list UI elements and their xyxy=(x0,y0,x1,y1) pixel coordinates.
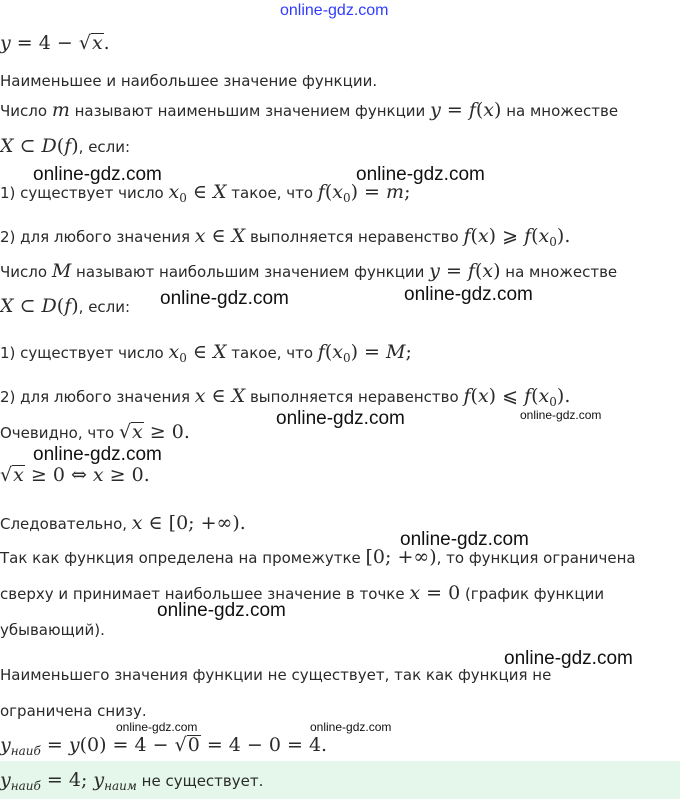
equivalence-line: √x ≥ 0 ⇔ x ≥ 0. xyxy=(0,464,150,486)
watermark[interactable]: online-gdz.com xyxy=(356,164,485,185)
watermark[interactable]: online-gdz.com xyxy=(160,288,289,309)
function-formula: y = 4 − √x. xyxy=(0,32,110,54)
max-set-line: X ⊂ D(f), если: xyxy=(0,295,131,317)
obvious-line: Очевидно, что √x ≥ 0. xyxy=(0,421,190,443)
reasoning-line-2: сверху и принимает наибольшее значение в точке x = 0 (график функции xyxy=(0,582,605,604)
watermark[interactable]: online-gdz.com xyxy=(116,720,198,734)
watermark[interactable]: online-gdz.com xyxy=(310,720,392,734)
no-min-line-1: Наименьшего значения функции не существует, так как функция не xyxy=(0,666,552,684)
watermark[interactable]: online-gdz.com xyxy=(276,408,405,429)
watermark[interactable]: online-gdz.com xyxy=(33,444,162,465)
watermark[interactable]: online-gdz.com xyxy=(33,164,162,185)
watermark[interactable]: online-gdz.com xyxy=(504,648,633,669)
max-condition-1: 1) существует число $x_0$ ∈ X такое, что $f(x_0) = M$; xyxy=(0,341,412,365)
watermark[interactable]: online-gdz.com xyxy=(520,408,602,422)
domain-line: Следовательно, x ∈ [0; +∞). xyxy=(0,512,246,534)
watermark[interactable]: online-gdz.com xyxy=(400,529,529,550)
max-definition-line: Число M называют наибольшим значением функции y = f(x) на множестве xyxy=(0,260,618,282)
min-definition-line: Число m называют наименьшим значением функции y = f(x) на множестве xyxy=(0,99,619,121)
watermark-top[interactable]: online-gdz.com xyxy=(280,2,389,19)
answer-line: $y_{наиб} = 4$; $y_{наим}$ не существует. xyxy=(0,769,264,793)
no-min-line-2: ограничена снизу. xyxy=(0,702,147,720)
max-value-line: $y_{наиб} = y(0) = 4 - √0 = 4 - 0 = 4$. xyxy=(0,734,328,758)
max-condition-2: 2) для любого значения x ∈ X выполняется неравенство f(x) ⩽ $f(x_0)$. xyxy=(0,385,571,409)
min-condition-2: 2) для любого значения x ∈ X выполняется неравенство f(x) ⩾ $f(x_0)$. xyxy=(0,225,571,249)
section-heading: Наименьшее и наибольшее значение функции. xyxy=(0,72,378,90)
min-condition-1: 1) существует число $x_0$ ∈ X такое, что $f(x_0) = m$; xyxy=(0,181,411,205)
reasoning-line-1: Так как функция определена на промежутке [0; +∞), то функция ограничена xyxy=(0,546,636,568)
min-set-line: X ⊂ D(f), если: xyxy=(0,135,131,157)
reasoning-line-3: убывающий). xyxy=(0,621,105,639)
watermark[interactable]: online-gdz.com xyxy=(404,284,533,305)
watermark[interactable]: online-gdz.com xyxy=(157,600,286,621)
